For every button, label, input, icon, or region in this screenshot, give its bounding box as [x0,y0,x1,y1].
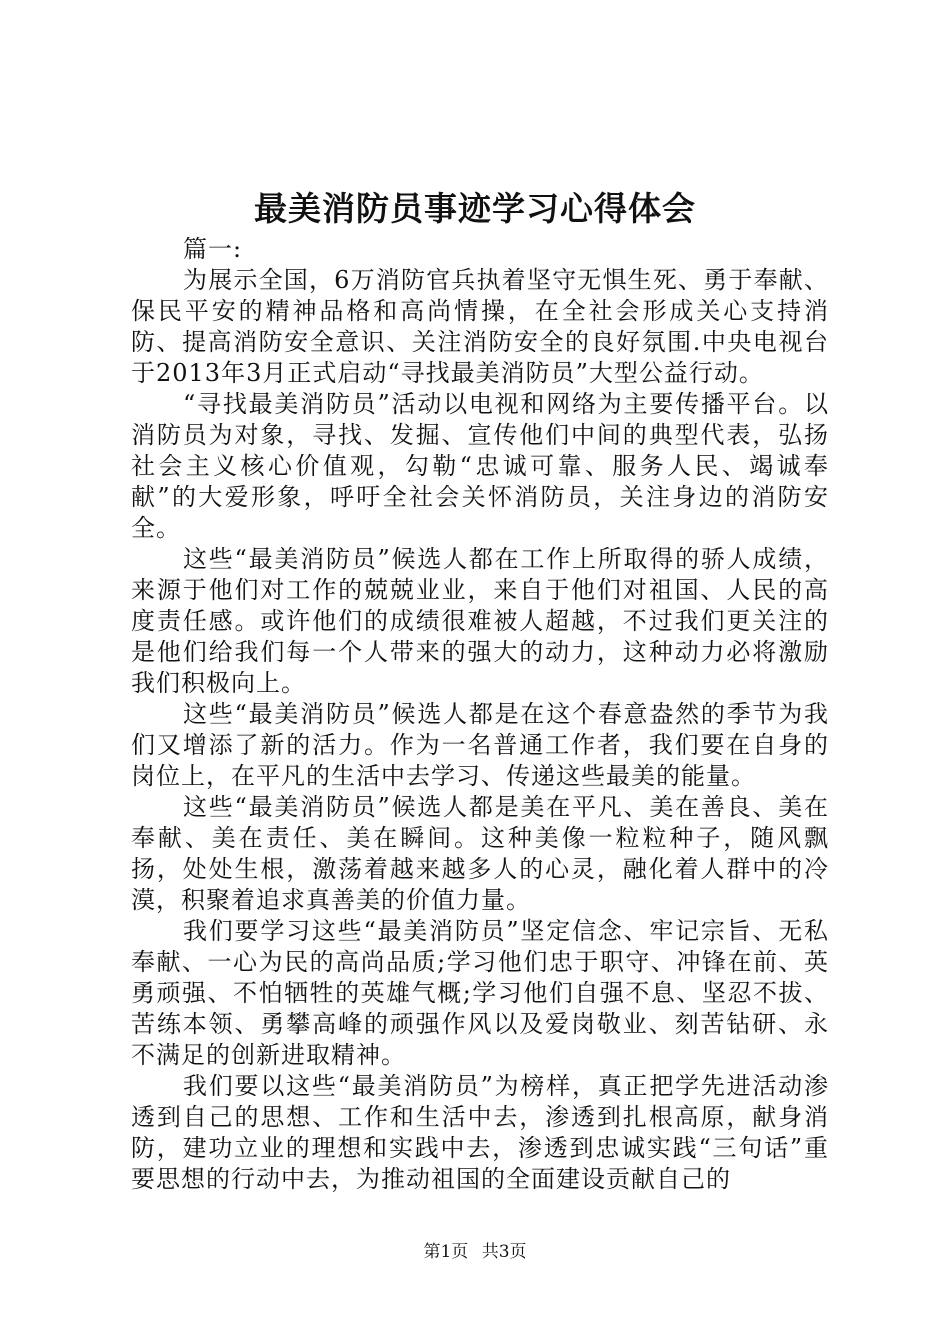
paragraph-6: 我们要学习这些“最美消防员”坚定信念、牢记宗旨、无私奉献、一心为民的高尚品质;学习他们忠于职守、冲锋在前、英勇顽强、不怕牺牲的英雄气概;学习他们自强不息、坚忍不拔、苦练本领、勇攀高峰的顽强作风以及爱岗敬业、刻苦钻研、永不满足的创新进取精神。 [131,917,829,1069]
paragraph-4: 这些“最美消防员”候选人都是在这个春意盎然的季节为我们又增添了新的活力。作为一名普通工作者，我们要在自身的岗位上，在平凡的生活中去学习、传递这些最美的能量。 [131,700,829,790]
document-title: 最美消防员事迹学习心得体会 [254,189,696,228]
page-number-current: 第1页 [423,1242,469,1262]
page-footer [0,1240,950,1264]
section-label: 篇一: [183,235,243,263]
paragraph-2: “寻找最美消防员”活动以电视和网络为主要传播平台。以消防员为对象，寻找、发掘、宣传他们中间的典型代表，弘扬社会主义核心价值观，勾勒“忠诚可靠、服务人民、竭诚奉献”的大爱形象，呼吁全社会关怀消防员，关注身边的消防安全。 [131,390,829,542]
paragraph-5: 这些“最美消防员”候选人都是美在平凡、美在善良、美在奉献、美在责任、美在瞬间。这种美像一粒粒种子，随风飘扬，处处生根，激荡着越来越多人的心灵，融化着人群中的冷漠，积聚着追求真善美的价值力量。 [131,793,829,914]
document-body [131,234,829,1195]
paragraph-3: 这些“最美消防员”候选人都在工作上所取得的骄人成绩，来源于他们对工作的兢兢业业，来自于他们对祖国、人民的高度责任感。或许他们的成绩很难被人超越，不过我们更关注的是他们给我们每一个人带来的强大的动力，这种动力必将激励我们积极向上。 [131,545,829,697]
paragraph-1: 为展示全国，6万消防官兵执着坚守无惧生死、勇于奉献、保民平安的精神品格和高尚情操，在全社会形成关心支持消防、提高消防安全意识、关注消防安全的良好氛围.中央电视台于2013年3月正式启动“寻找最美消防员”大型公益行动。 [131,266,829,387]
page-number-total: 共3页 [481,1242,527,1262]
paragraph-7: 我们要以这些“最美消防员”为榜样，真正把学先进活动渗透到自己的思想、工作和生活中去，渗透到扎根高原，献身消防，建功立业的理想和实践中去，渗透到忠诚实践“三句话”重要思想的行动中去，为推动祖国的全面建设贡献自己的 [131,1072,829,1193]
